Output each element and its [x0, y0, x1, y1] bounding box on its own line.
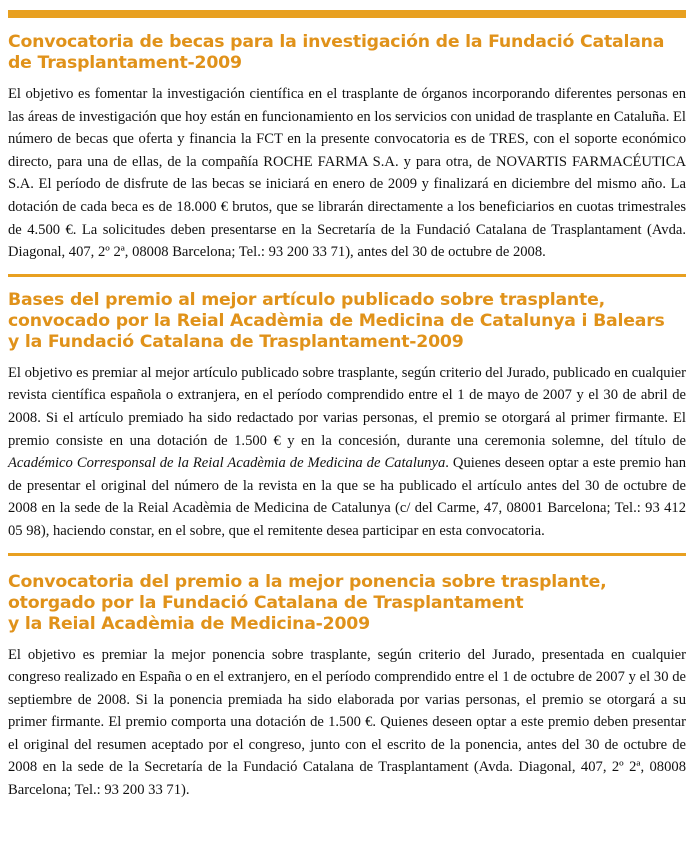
section-becas	[8, 18, 686, 274]
title-line: Convocatoria del premio a la mejor ponencia sobre trasplante,	[8, 571, 607, 592]
section-body	[8, 353, 686, 553]
title-line: y la Fundació Catalana de Trasplantament-2009	[8, 331, 464, 352]
section-title	[8, 277, 686, 353]
section-premio-articulo	[8, 277, 686, 553]
title-line: otorgado por la Fundació Catalana de Trasplantament	[8, 592, 524, 613]
title-line: Convocatoria de becas para la investigación de la Fundació Catalana	[8, 32, 665, 52]
award-title: Académico Corresponsal de la Reial Acadèmia de Medicina de Catalunya	[8, 455, 446, 472]
title-line: y la Reial Acadèmia de Medicina-2009	[8, 613, 370, 634]
section-body: El objetivo es fomentar la investigación científica en el trasplante de órganos incorporando diferentes personas en las áreas de investigación que hoy están en funcionamiento en los servicios con unidad de trasplante en Cataluña. El número de becas que oferta y financia la FCT en la presente convocatoria es de TRES, con el soporte económico directo, para una de ellas, de la compañía ROCHE FARMA S.A. y para otra, de NOVARTIS FARMACÉUTICA S.A. El período de disfrute de las becas se iniciará en enero de 2009 y finalizará en diciembre del mismo año. La dotación de cada beca es de 18.000 € brutos, que se librarán directamente a los beneficiarios en cuotas trimestrales de 4.500 €. La solicitudes deben presentarse en la Secretaría de la Fundació Catalana de Trasplantament (Avda. Diagonal, 407, 2º 2ª, 08008 Barcelona; Tel.: 93 200 33 71), antes del 30 de octubre de 2008.	[8, 86, 686, 261]
section-premio-ponencia	[8, 556, 686, 802]
body-text: . Quienes deseen optar a este premio han de presentar el original del número de la revista en la que se ha publicado el artículo antes del 30 de octubre de 2008 en la sede de la Reial Acadèmia de Medicina de Catalunya (c/ del Carme, 47, 08001 Barcelona; Tel.: 93 412 05 98), haciendo constar, en el sobre, que el remitente desea participar en esta convocatoria.	[8, 455, 686, 539]
section-title	[8, 18, 686, 74]
document-page	[8, 0, 686, 802]
section-body: El objetivo es premiar la mejor ponencia sobre trasplante, según criterio del Jurado, presentada en cualquier congreso realizado en España o en el extranjero, en el período comprendido entre el 1 de octubre de 2007 y el 30 de septiembre de 2008. Si la ponencia premiada ha sido elaborada por varias personas, el premio se otorgará a su primer firmante. El premio comporta una dotación de 1.500 €. Quienes deseen optar a este premio deben presentar el original del resumen aceptado por el congreso, junto con el escrito de la ponencia, antes del 30 de octubre de 2008 en la sede de la Secretaría de la Fundació Catalana de Trasplantament (Avda. Diagonal, 407, 2º 2ª, 08008 Barcelona; Tel.: 93 200 33 71).	[8, 646, 686, 799]
top-divider	[8, 10, 686, 18]
title-line: de Trasplantament-2009	[8, 53, 242, 73]
title-line: convocado por la Reial Acadèmia de Medicina de Catalunya i Balears	[8, 310, 665, 331]
body-text: El objetivo es premiar al mejor artículo publicado sobre trasplante, según criterio del Jurado, publicado en cualquier revista científica española o extranjera, en el período comprendido entre el 1 de mayo de 2007 y el 30 de abril de 2008. Si el artículo premiado ha sido redactado por varias personas, el premio se otorgará al primer firmante. El premio consiste en una dotación de 1.500 € y en la concesión, durante una ceremonia solemne, del título de	[8, 364, 686, 449]
section-title	[8, 556, 686, 635]
title-line: Bases del premio al mejor artículo publicado sobre trasplante,	[8, 289, 605, 310]
